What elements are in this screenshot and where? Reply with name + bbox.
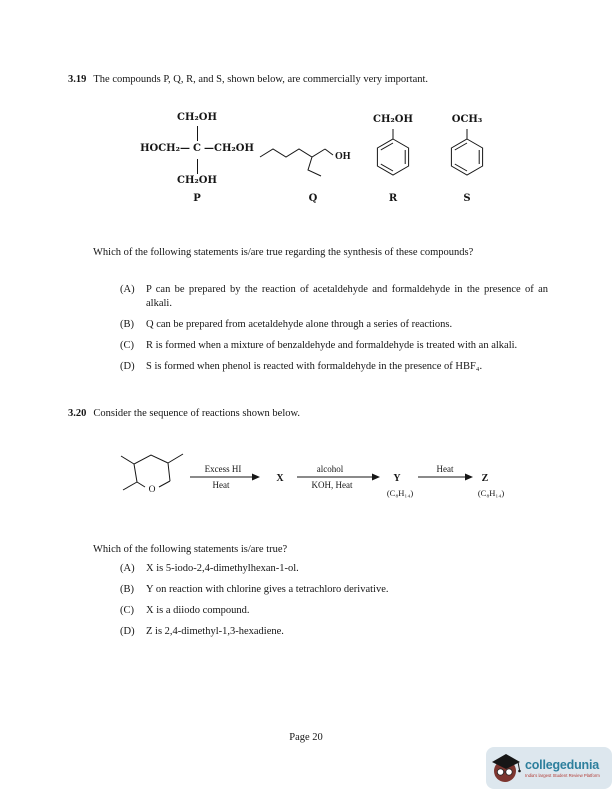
intermediate-y: Y bbox=[393, 473, 401, 484]
question-intro: The compounds P, Q, R, and S, shown below, are commercially very important. bbox=[93, 74, 429, 85]
formula-right: —CH₂OH bbox=[203, 143, 254, 154]
hydroxyl-label: OH bbox=[335, 151, 351, 162]
logo-text-block bbox=[525, 758, 600, 778]
reagent-above-arrow1: Excess HI bbox=[204, 464, 242, 474]
question-number: 3.19 bbox=[68, 74, 87, 85]
question-intro: Consider the sequence of reactions shown below. bbox=[93, 408, 301, 419]
benzene-ring bbox=[369, 129, 417, 187]
oxane-ring bbox=[121, 454, 183, 495]
question-3-20-options bbox=[120, 562, 548, 646]
substituent-label: OCH₃ bbox=[451, 114, 483, 125]
option-text: Z is 2,4-dimethyl-1,3-hexadiene. bbox=[146, 626, 284, 637]
formula-bottom: CH₂OH bbox=[177, 175, 217, 186]
question-3-19-text: Which of the following statements is/are true regarding the synthesis of these compounds? bbox=[93, 247, 474, 258]
option-key: (D) bbox=[120, 361, 135, 372]
option-a bbox=[120, 562, 548, 576]
option-text: S is formed when phenol is reacted with formaldehyde in the presence of HBF₄. bbox=[146, 361, 483, 372]
question-3-19-options bbox=[120, 283, 548, 381]
question-number: 3.20 bbox=[68, 408, 87, 419]
option-b bbox=[120, 318, 548, 332]
condition-below-arrow1: Heat bbox=[212, 480, 230, 490]
arrow-head bbox=[465, 474, 473, 481]
formula-y: (C₈H₁₄) bbox=[386, 488, 414, 498]
formula-z: (C₈H₁₄) bbox=[477, 488, 505, 498]
reaction-scheme bbox=[103, 436, 543, 508]
mascot-icon bbox=[489, 749, 523, 787]
option-text: X is a diiodo compound. bbox=[146, 605, 250, 616]
question-3-20-heading bbox=[68, 407, 556, 421]
option-text: P can be prepared by the reaction of acetaldehyde and formaldehyde in the presence of an alkali. bbox=[146, 284, 548, 309]
bond-vertical bbox=[197, 126, 198, 141]
logo-name: collegedunia bbox=[525, 758, 600, 772]
logo-tagline: India's largest Student Review Platform bbox=[525, 773, 600, 778]
reagent-above-arrow2: alcohol bbox=[316, 464, 344, 474]
condition-below-arrow2: KOH, Heat bbox=[311, 480, 353, 490]
structure-s-label: S bbox=[463, 193, 471, 204]
ring-oxygen-label: O bbox=[148, 485, 156, 495]
option-key: (C) bbox=[120, 340, 134, 351]
formula-center-carbon: C bbox=[193, 143, 201, 154]
structure-q-label: Q bbox=[308, 193, 318, 204]
option-text: Q can be prepared from acetaldehyde alone through a series of reactions. bbox=[146, 319, 453, 330]
page-number: Page 20 bbox=[289, 732, 323, 743]
question-3-19-heading bbox=[68, 73, 556, 87]
structure-p-label: P bbox=[193, 193, 201, 204]
product-z: Z bbox=[481, 473, 489, 484]
option-key: (B) bbox=[120, 319, 134, 330]
option-c bbox=[120, 604, 548, 618]
formula-top: CH₂OH bbox=[177, 112, 217, 123]
structure-r-label: R bbox=[388, 193, 398, 204]
substituent-label: CH₂OH bbox=[373, 114, 413, 125]
option-c bbox=[120, 339, 548, 353]
option-key: (B) bbox=[120, 584, 134, 595]
arrow-head bbox=[252, 474, 260, 481]
option-text: R is formed when a mixture of benzaldehyde and formaldehyde is treated with an alkali. bbox=[146, 340, 518, 351]
option-key: (A) bbox=[120, 563, 135, 574]
arrow-head bbox=[372, 474, 380, 481]
formula-middle-row bbox=[140, 143, 254, 154]
condition-above-arrow3: Heat bbox=[436, 464, 454, 474]
bond-vertical bbox=[197, 159, 198, 174]
question-3-20-text: Which of the following statements is/are true? bbox=[93, 544, 288, 555]
option-b bbox=[120, 583, 548, 597]
option-d bbox=[120, 360, 548, 374]
option-text: X is 5-iodo-2,4-dimethylhexan-1-ol. bbox=[146, 563, 299, 574]
intermediate-x: X bbox=[276, 473, 284, 484]
option-key: (C) bbox=[120, 605, 134, 616]
option-key: (D) bbox=[120, 626, 135, 637]
option-d bbox=[120, 625, 548, 639]
structure-s bbox=[414, 110, 524, 200]
formula-left: HOCH₂— bbox=[140, 143, 191, 154]
structure-p bbox=[140, 112, 260, 202]
option-a bbox=[120, 283, 548, 311]
option-key: (A) bbox=[120, 284, 135, 295]
collegedunia-logo[interactable] bbox=[486, 747, 612, 789]
option-text: Y on reaction with chlorine gives a tetrachloro derivative. bbox=[146, 584, 389, 595]
benzene-ring bbox=[443, 129, 491, 187]
